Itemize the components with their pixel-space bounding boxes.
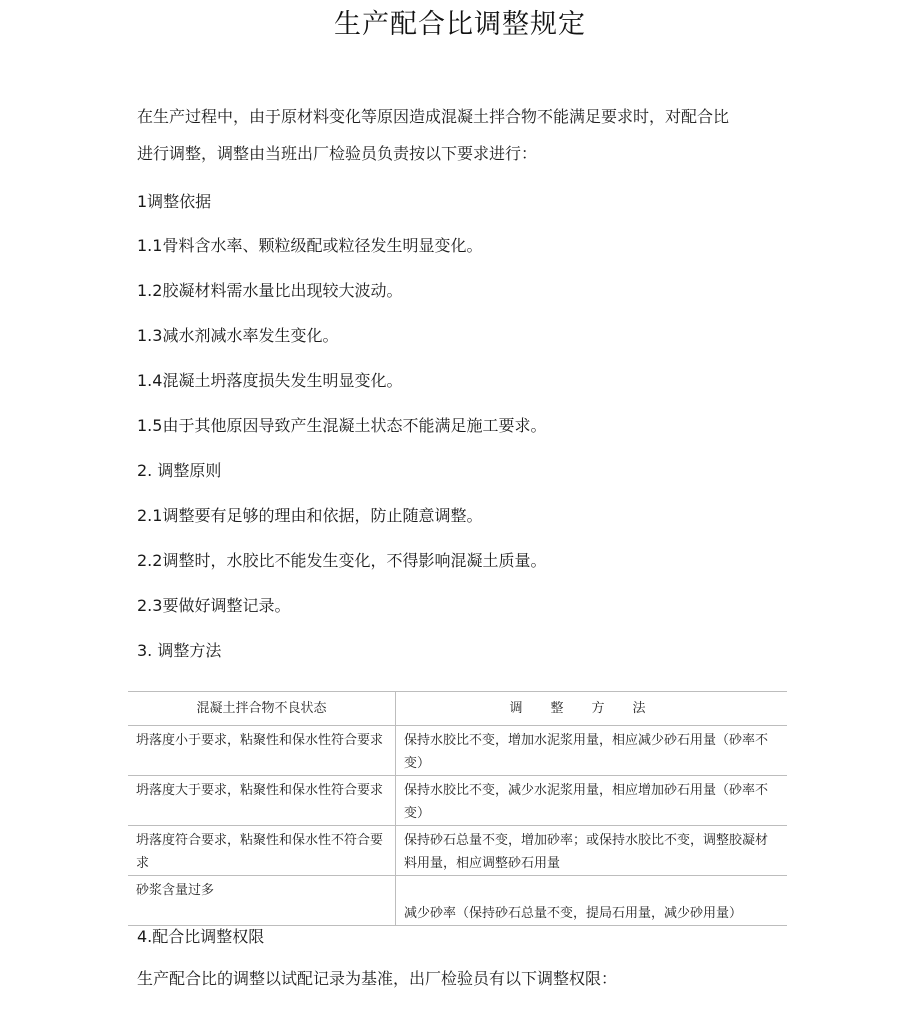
table-cell-state: 坍落度小于要求，粘聚性和保水性符合要求 <box>128 726 396 776</box>
table-row <box>128 726 787 776</box>
section-1-item: 1.4混凝土坍落度损失发生明显变化。 <box>137 371 403 390</box>
table-row <box>128 776 787 826</box>
table-header-row <box>128 692 787 726</box>
table-header-method: 调整方法 <box>396 692 788 726</box>
section-4-heading: 4.配合比调整权限 <box>137 927 265 946</box>
table-cell-method: 保持水胶比不变，增加水泥浆用量，相应减少砂石用量（砂率不变） <box>396 726 788 776</box>
section-2-item: 2.1调整要有足够的理由和依据，防止随意调整。 <box>137 506 483 525</box>
table-cell-state: 坍落度符合要求，粘聚性和保水性不符合要求 <box>128 826 396 876</box>
intro-line-1: 在生产过程中，由于原材料变化等原因造成混凝土拌合物不能满足要求时，对配合比 <box>137 107 730 126</box>
section-1-heading: 1调整依据 <box>137 192 212 211</box>
table-cell-state: 砂浆含量过多 <box>128 876 396 926</box>
section-1-item: 1.1骨料含水率、颗粒级配或粒径发生明显变化。 <box>137 236 483 255</box>
section-4-text: 生产配合比的调整以试配记录为基准，出厂检验员有以下调整权限： <box>137 969 618 988</box>
table-cell-state: 坍落度大于要求，粘聚性和保水性符合要求 <box>128 776 396 826</box>
table-row <box>128 876 787 926</box>
section-1-item: 1.3减水剂减水率发生变化。 <box>137 326 339 345</box>
section-2-heading: 2. 调整原则 <box>137 461 222 480</box>
table-cell-method: 保持水胶比不变，减少水泥浆用量，相应增加砂石用量（砂率不变） <box>396 776 788 826</box>
section-3-heading: 3. 调整方法 <box>137 641 222 660</box>
adjustment-method-table <box>128 691 787 926</box>
intro-line-2: 进行调整，调整由当班出厂检验员负责按以下要求进行： <box>137 144 538 163</box>
table-header-state: 混凝土拌合物不良状态 <box>128 692 396 726</box>
section-1-item: 1.5由于其他原因导致产生混凝土状态不能满足施工要求。 <box>137 416 547 435</box>
table-cell-method: 保持砂石总量不变，增加砂率；或保持水胶比不变，调整胶凝材料用量，相应调整砂石用量 <box>396 826 788 876</box>
page-title: 生产配合比调整规定 <box>334 9 586 40</box>
section-1-item: 1.2胶凝材料需水量比出现较大波动。 <box>137 281 403 300</box>
section-2-item: 2.3要做好调整记录。 <box>137 596 291 615</box>
section-2-item: 2.2调整时，水胶比不能发生变化，不得影响混凝土质量。 <box>137 551 547 570</box>
table-cell-method: 减少砂率（保持砂石总量不变，提局石用量，减少砂用量） <box>396 876 788 926</box>
table-row <box>128 826 787 876</box>
